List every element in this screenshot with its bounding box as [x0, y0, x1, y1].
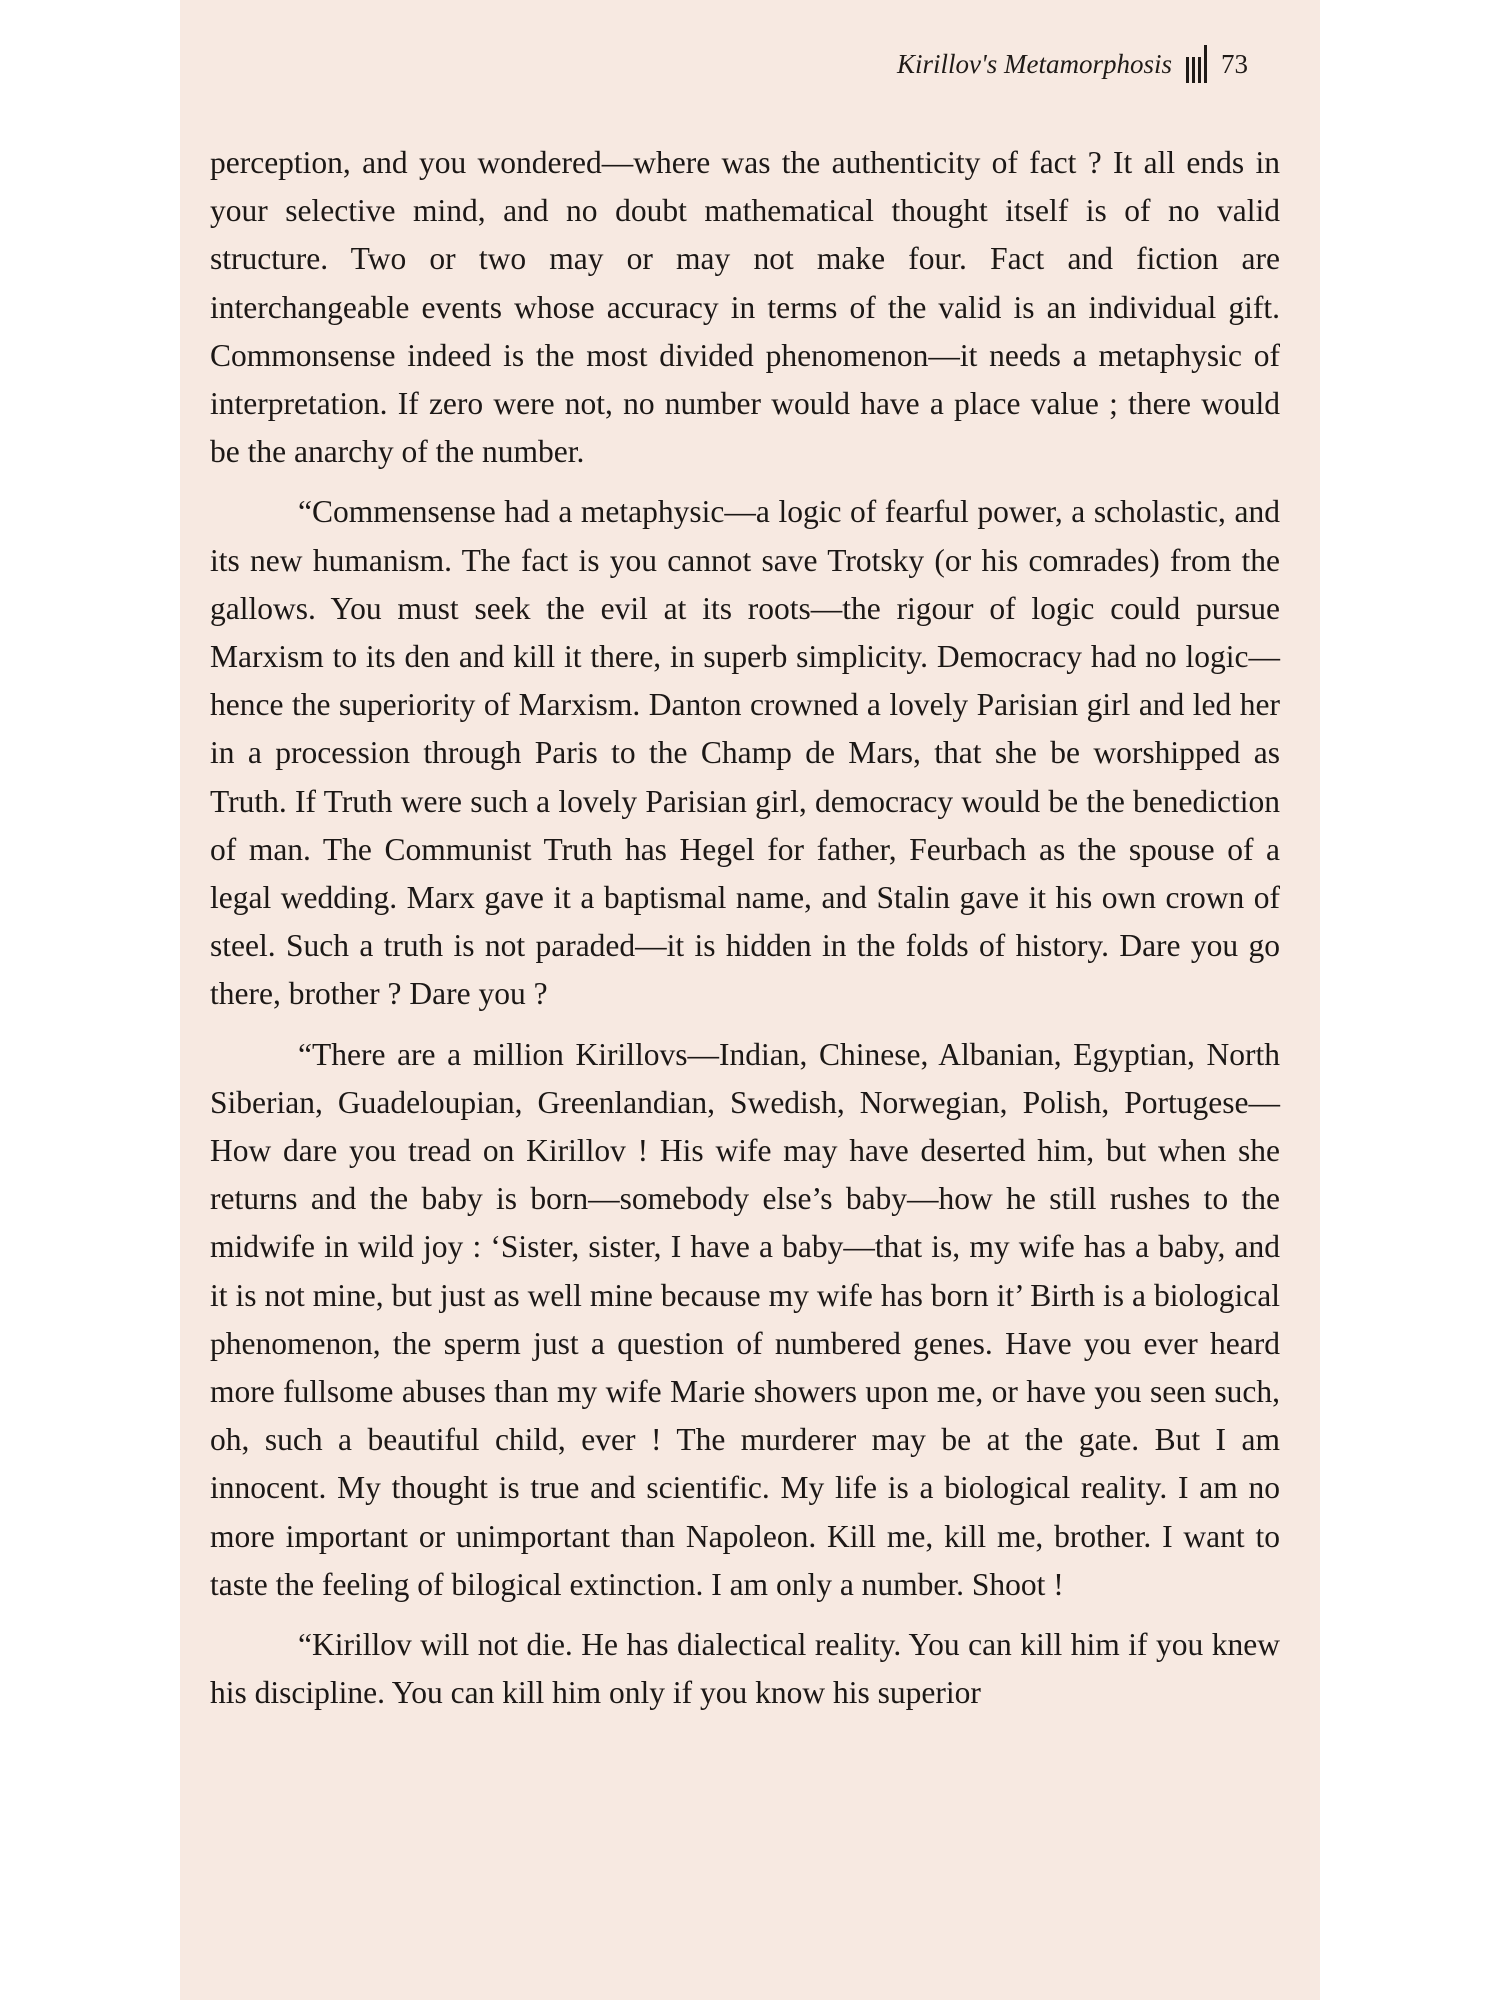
body-text: [210, 139, 1280, 1718]
paragraph: “There are a million Kirillovs—Indian, Chinese, Albanian, Egyptian, North Siberian, Guadeloupian, Greenlandian, Swedish, Norwegian, Polish, Portugese—How dare you tread on Kirillov ! His wife may have deserted him, but when she returns and the baby is born—somebody else’s baby—how he still rushes to the midwife in wild joy : ‘Sister, sister, I have a baby—that is, my wife has a baby, and it is not mine, but just as well mine because my wife has born it’ Birth is a biological phenomenon, the sperm just a question of numbered genes. Have you ever heard more fullsome abuses than my wife Marie showers upon me, or have you seen such, oh, such a beautiful child, ever ! The murderer may be at the gate. But I am innocent. My thought is true and scientific. My life is a biological reality. I am no more important or unimportant than Napoleon. Kill me, kill me, brother. I want to taste the feeling of bilogical extinction. I am only a number. Shoot !: [210, 1036, 1280, 1602]
paragraph: “Commensense had a metaphysic—a logic of fearful power, a scholastic, and its new humanism. The fact is you cannot save Trotsky (or his comrades) from the gallows. You must seek the evil at its roots—the rigour of logic could pursue Marxism to its den and kill it there, in superb simplicity. Democracy had no logic—hence the superiority of Marxism. Danton crowned a lovely Parisian girl and led her in a procession through Paris to the Champ de Mars, that she be worshipped as Truth. If Truth were such a lovely Parisian girl, democracy would be the benediction of man. The Communist Truth has Hegel for father, Feurbach as the spouse of a legal wedding. Marx gave it a baptismal name, and Stalin gave it his own crown of steel. Such a truth is not paraded—it is hidden in the folds of history. Dare you go there, brother ? Dare you ?: [210, 494, 1280, 1012]
paragraph: “Kirillov will not die. He has dialectical reality. You can kill him if you knew his discipline. You can kill him only if you know his superior: [210, 1627, 1280, 1711]
header-ornament: [1186, 45, 1207, 83]
page-header: [897, 42, 1248, 86]
page-number: 73: [1221, 48, 1248, 79]
running-title: Kirillov's Metamorphosis: [896, 48, 1172, 79]
paragraph: perception, and you wondered—where was the authenticity of fact ? It all ends in your selective mind, and no doubt mathematical thought itself is of no valid structure. Two or two may or may not make four. Fact and fiction are interchangeable events whose accuracy in terms of the valid is an individual gift. Commonsense indeed is the most divided phenomenon—it needs a metaphysic of interpretation. If zero were not, no number would have a place value ; there would be the anarchy of the number.: [210, 145, 1280, 470]
book-page: [180, 0, 1320, 2000]
